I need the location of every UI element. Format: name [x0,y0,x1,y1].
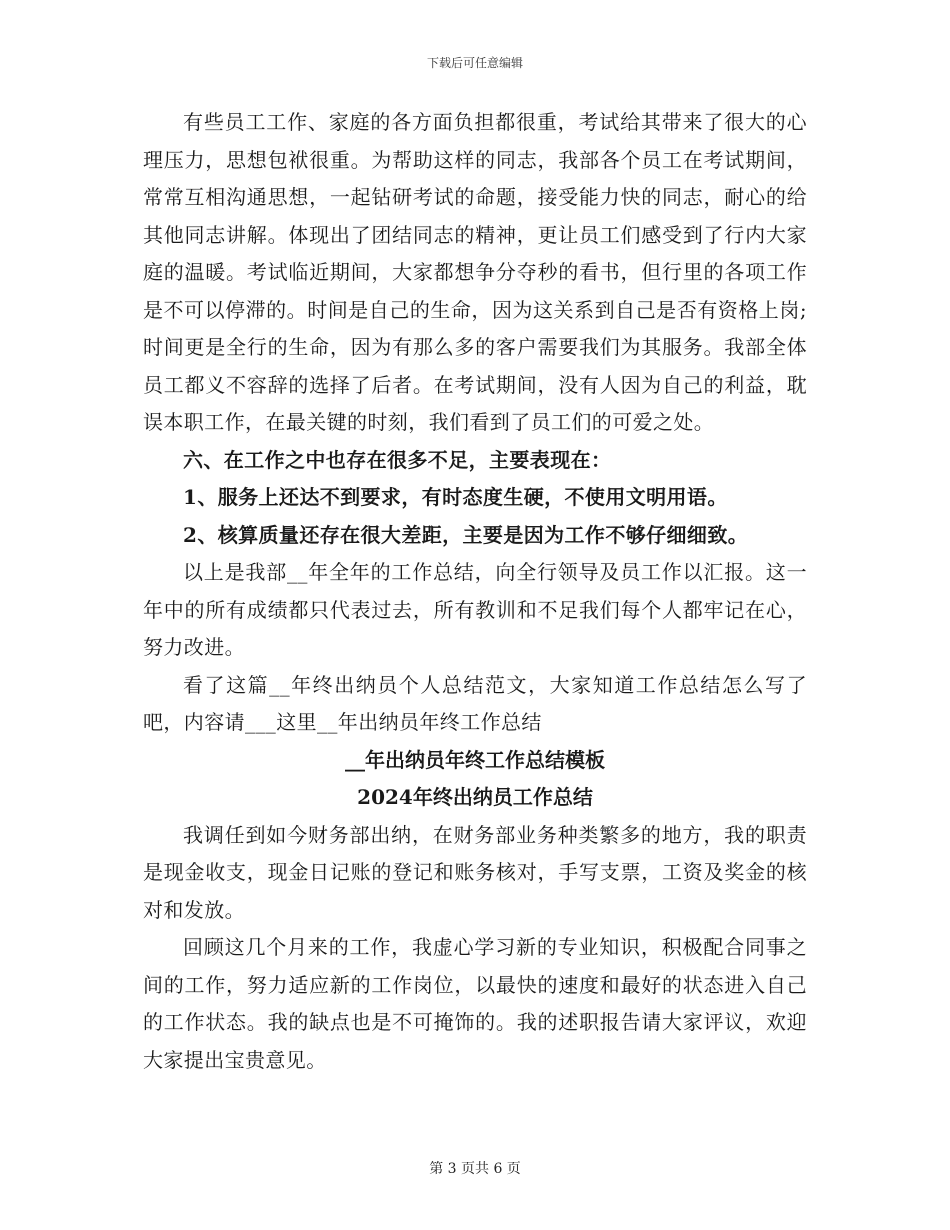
sub-title: 2024年终出纳员工作总结 [357,785,593,809]
shortcoming-item-2: 2、核算质量还存在很大差距，主要是因为工作不够仔细细致。 [183,522,749,547]
paragraph-review: 回顾这几个月来的工作，我虚心学习新的专业知识，积极配合同事之间的工作，努力适应新的工作岗位，以最快的速度和最好的状态进入自己的工作状态。我的缺点也是不可掩饰的。我的述职报告请大家评议，欢迎大家提出宝贵意见。 [143,935,807,1072]
document-body [143,104,807,1079]
shortcomings-heading: 六、在工作之中也存在很多不足，主要表现在： [183,447,612,472]
paragraph-exam-support: 有些员工工作、家庭的各方面负担都很重，考试给其带来了很大的心理压力，思想包袱很重。为帮助这样的同志，我部各个员工在考试期间，常常互相沟通思想，一起钻研考试的命题，接受能力快的同志，耐心的给其他同志讲解。体现出了团结同志的精神，更让员工们感受到了行内大家庭的温暖。考试临近期间，大家都想争分夺秒的看书，但行里的各项工作是不可以停滞的。时间是自己的生命，因为这关系到自己是否有资格上岗;时间更是全行的生命，因为有那么多的客户需要我们为其服务。我部全体员工都义不容辞的选择了后者。在考试期间，没有人因为自己的利益，耽误本职工作，在最关键的时刻，我们看到了员工们的可爱之处。 [143,110,807,434]
page-footer: 第 3 页共 6 页 [429,1161,521,1177]
page-header: 下载后可任意编辑 [426,56,523,70]
shortcoming-item-1: 1、服务上还达不到要求，有时态度生硬，不使用文明用语。 [183,485,728,509]
paragraph-reference: 看了这篇__年终出纳员个人总结范文，大家知道工作总结怎么写了吧，内容请___这里__年出纳员年终工作总结 [143,672,807,734]
section-title: __年出纳员年终工作总结模板 [345,747,605,772]
paragraph-duties: 我调任到如今财务部出纳，在财务部业务种类繁多的地方，我的职责是现金收支，现金日记账的登记和账务核对，手写支票，工资及奖金的核对和发放。 [143,822,807,922]
paragraph-summary: 以上是我部__年全年的工作总结，向全行领导及员工作以汇报。这一年中的所有成绩都只代表过去，所有教训和不足我们每个人都牢记在心，努力改进。 [143,560,807,659]
